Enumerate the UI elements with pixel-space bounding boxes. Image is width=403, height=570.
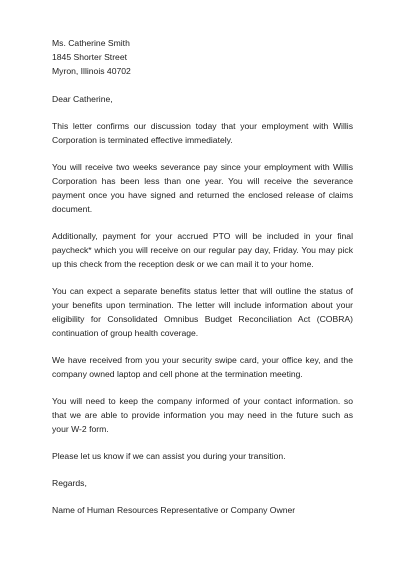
signature-line: Name of Human Resources Representative or Company Owner (52, 505, 296, 515)
closing: Regards, (52, 478, 87, 488)
paragraph-contact: You will need to keep the company informed of your contact information. so that we are able to provide information you may need in the future such as your W-2 form. (52, 396, 353, 434)
recipient-address (52, 36, 353, 78)
letter-body (52, 36, 353, 517)
recipient-street: 1845 Shorter Street (52, 52, 128, 62)
paragraph-benefits: You can expect a separate benefits status letter that will outline the status of your benefits upon termination. The letter will include information about your eligibility for Consolidated Omnibus Budget Reconciliation Act (COBRA) continuation of group health coverage. (52, 286, 353, 338)
paragraph-assist: Please let us know if we can assist you during your transition. (52, 451, 286, 461)
salutation: Dear Catherine, (52, 94, 113, 104)
recipient-city: Myron, Illinois 40702 (52, 66, 131, 76)
paragraph-property: We have received from you your security swipe card, your office key, and the company owned laptop and cell phone at the termination meeting. (52, 355, 353, 379)
paragraph-termination: This letter confirms our discussion today that your employment with Willis Corporation is terminated effective immediately. (52, 121, 353, 145)
paragraph-severance: You will receive two weeks severance pay since your employment with Willis Corporation has been less than one year. You will receive the severance payment once you have signed and returned the enclosed release of claims document. (52, 162, 353, 214)
recipient-name: Ms. Catherine Smith (52, 38, 130, 48)
paragraph-pto: Additionally, payment for your accrued PTO will be included in your final paycheck* which you will receive on our regular pay day, Friday. You may pick up this check from the reception desk or we can mail it to your home. (52, 231, 353, 269)
